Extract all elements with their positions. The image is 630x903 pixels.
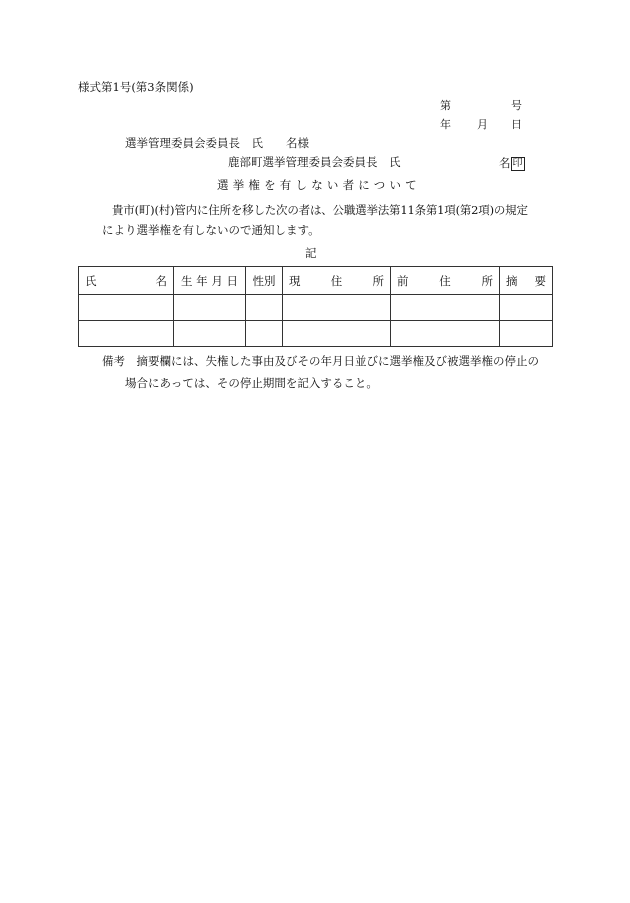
records-table	[78, 266, 553, 347]
date-day: 日	[511, 118, 522, 131]
sender-name-seal	[499, 157, 525, 171]
number-prefix: 第	[440, 99, 451, 112]
header-gender: 性別	[246, 267, 283, 295]
table-row	[79, 295, 553, 321]
ki-heading: 記	[305, 246, 317, 260]
header-remarks: 摘 要	[500, 267, 553, 295]
sender-name-suffix: 名	[499, 156, 511, 170]
seal-mark: 印	[512, 158, 523, 169]
cell-name[interactable]	[79, 295, 174, 321]
form-label: 様式第1号(第3条関係)	[78, 80, 194, 94]
number-suffix: 号	[511, 99, 522, 112]
addressee: 選挙管理委員会委員長 氏 名様	[125, 136, 309, 150]
cell-current-address[interactable]	[283, 321, 391, 347]
note-line-1: 備考 摘要欄には、失権した事由及びその年月日並びに選挙権及び被選挙権の停止の	[102, 354, 539, 368]
cell-birthdate[interactable]	[174, 321, 246, 347]
body-text-line-1: 貴市(町)(村)管内に住所を移した次の者は、公職選挙法第11条第1項(第2項)の規定	[112, 203, 528, 217]
sender: 鹿部町選挙管理委員会委員長 氏	[228, 155, 401, 169]
cell-gender[interactable]	[246, 321, 283, 347]
date-month: 月	[477, 118, 488, 131]
note-line-2: 場合にあっては、その停止期間を記入すること。	[125, 376, 378, 390]
header-current-address: 現 住 所	[283, 267, 391, 295]
cell-remarks[interactable]	[500, 321, 553, 347]
document-title: 選挙権を有しない者について	[217, 178, 421, 192]
table-row	[79, 321, 553, 347]
cell-gender[interactable]	[246, 295, 283, 321]
cell-name[interactable]	[79, 321, 174, 347]
header-name: 氏 名	[79, 267, 174, 295]
body-text-line-2: により選挙権を有しないので通知します。	[102, 223, 320, 237]
cell-previous-address[interactable]	[391, 321, 500, 347]
cell-previous-address[interactable]	[391, 295, 500, 321]
header-previous-address: 前 住 所	[391, 267, 500, 295]
header-birthdate: 生 年 月 日	[174, 267, 246, 295]
cell-current-address[interactable]	[283, 295, 391, 321]
cell-remarks[interactable]	[500, 295, 553, 321]
cell-birthdate[interactable]	[174, 295, 246, 321]
table-header-row	[79, 267, 553, 295]
date-year: 年	[440, 118, 451, 131]
